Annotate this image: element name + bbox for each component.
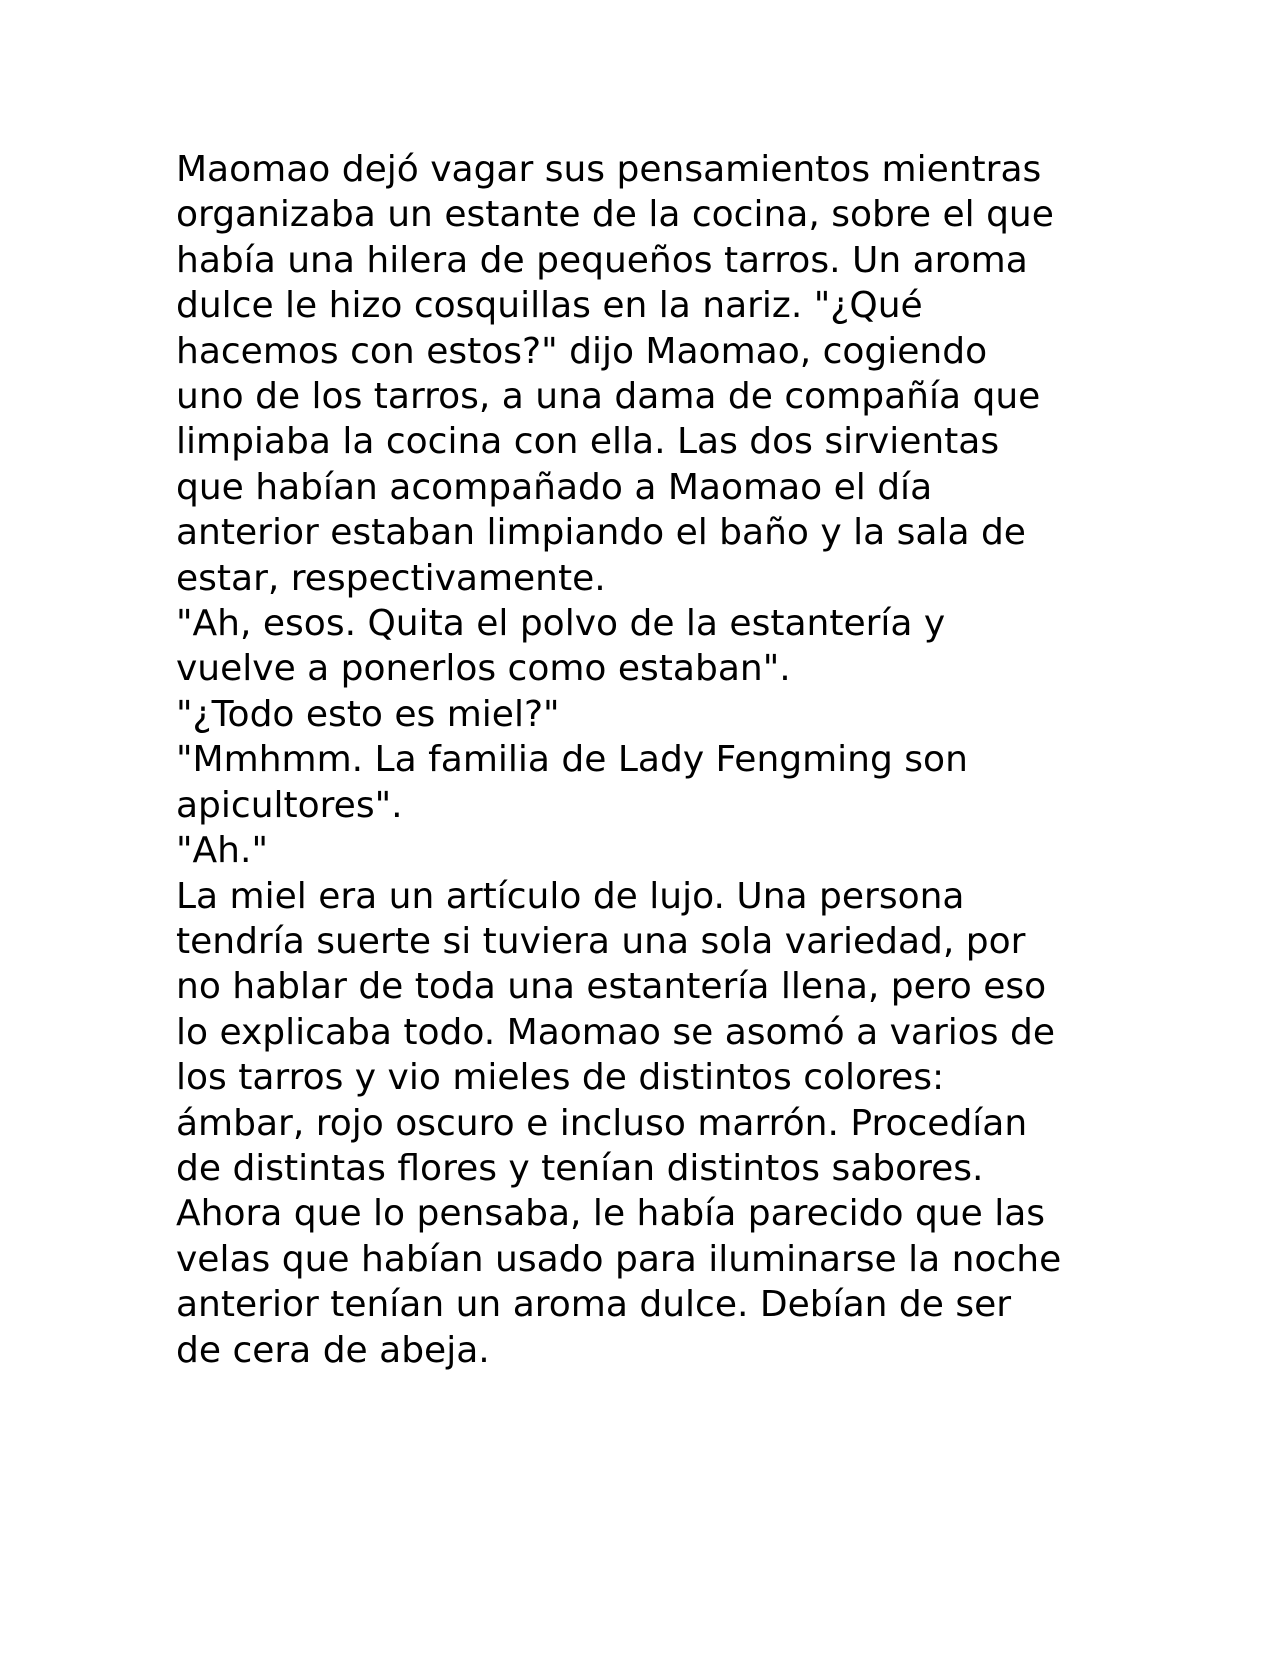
text-line: de cera de abeja. [176,1329,490,1371]
text-line: "Ah." [176,830,269,872]
text-line: velas que habían usado para iluminarse la noche [176,1238,1062,1280]
text-line: lo explicaba todo. Maomao se asomó a varios de [176,1011,1055,1053]
text-line: dulce le hizo cosquillas en la nariz. "¿Qué [176,285,923,327]
text-line: de distintas flores y tenían distintos sabores. [176,1147,984,1189]
text-line: ámbar, rojo oscuro e incluso marrón. Procedían [176,1102,1028,1144]
text-line: que habían acompañado a Maomao el día [176,466,933,508]
text-line: estar, respectivamente. [176,557,606,599]
text-line: Maomao dejó vagar sus pensamientos mientras [176,149,1042,190]
text-line: organizaba un estante de la cocina, sobre el que [176,194,1054,236]
text-line: había una hilera de pequeños tarros. Un aroma [176,239,1028,281]
text-line: vuelve a ponerlos como estaban". [176,648,791,690]
text-line: no hablar de toda una estantería llena, pero eso [176,966,1047,1008]
text-line: apicultores". [176,784,403,826]
text-line: limpiaba la cocina con ella. Las dos sirvientas [176,421,1000,463]
text-line: anterior tenían un aroma dulce. Debían de ser [176,1284,1012,1326]
text-line: los tarros y vio mieles de distintos colores: [176,1057,945,1099]
text-line: tendría suerte si tuviera una sola variedad, por [176,920,1026,962]
text-line: La miel era un artículo de lujo. Una persona [176,875,965,917]
text-line: Ahora que lo pensaba, le había parecido que las [176,1193,1046,1235]
body-text [176,147,1116,1373]
text-line: "¿Todo esto es miel?" [176,693,560,735]
text-line: "Ah, esos. Quita el polvo de la estantería y [176,603,946,645]
text-line: anterior estaban limpiando el baño y la sala de [176,512,1026,554]
text-line: uno de los tarros, a una dama de compañía que [176,376,1041,418]
text-line: "Mmhmm. La familia de Lady Fengming son [176,739,968,781]
text-line: hacemos con estos?" dijo Maomao, cogiendo [176,330,988,372]
